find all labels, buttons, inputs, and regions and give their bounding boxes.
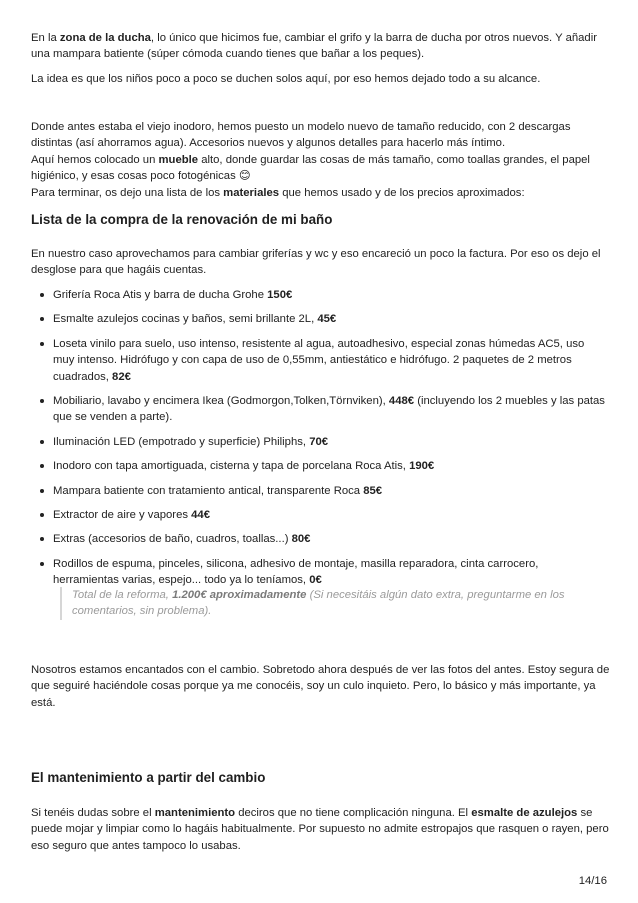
paragraph-conclusion: Nosotros estamos encantados con el cambio. Sobretodo ahora después de ver las fotos del antes. Estoy segura de que seguiré haciéndole cosas porque ya me conocéis, soy un culo inquieto. Pero, lo básico y más importante, ya está.	[31, 664, 610, 709]
text: Donde antes estaba el viejo inodoro, hemos puesto un modelo nuevo de tamaño reducido, con 2 descargas distintas (así ahorramos agua). Accesorios nuevos y algunos detalles para hacerlo más íntimo.	[31, 121, 571, 150]
text: Para terminar, os dejo una lista de los	[31, 186, 224, 199]
paragraph-kids: La idea es que los niños poco a poco se duchen solos aquí, por eso hemos dejado todo a su alcance.	[31, 73, 541, 85]
heading-maintenance: El mantenimiento a partir del cambio	[31, 770, 266, 785]
bold-materiales: materiales	[223, 186, 280, 199]
list-item: Inodoro con tapa amortiguada, cisterna y tapa de porcelana Roca Atis, 190€	[31, 458, 606, 474]
total-amount: 1.200€ aproximadamente	[172, 589, 307, 601]
list-item: Mobiliario, lavabo y encimera Ikea (Godmorgon,Tolken,Törnviken), 448€ (incluyendo los 2 muebles y las patas que se venden a parte).	[31, 393, 606, 426]
list-item: Loseta vinilo para suelo, uso intenso, resistente al agua, autoadhesivo, especial zonas húmedas AC5, uso muy intenso. Hidrófugo y con capa de uso de 0,55mm, antiestático e hidrófugo. 2 paquetes de 2 metros cuadrados, 82€	[31, 336, 606, 385]
text: Aquí hemos colocado un	[31, 153, 159, 166]
price: 448€	[388, 395, 415, 408]
page-number: 14/16	[578, 875, 607, 887]
text: , lo único que hicimos fue, cambiar el grifo y la barra de ducha por otros nuevos. Y añadir una mampara batiente (súper cómoda cuando tienes que bañar a los peques).	[31, 32, 597, 61]
price: 45€	[317, 313, 337, 326]
paragraph-maintenance: Si tenéis dudas sobre el mantenimiento deciros que no tiene complicación ninguna. El esmalte de azulejos se puede mojar y limpiar como lo hagáis habitualmente. Por supuesto no admite estropajos que rasquen o rayen, pero eso seguro que antes tampoco lo usabas.	[31, 807, 609, 852]
price: 150€	[267, 289, 293, 301]
bold-shower-zone: zona de la ducha	[59, 32, 151, 44]
text: alto, donde guardar las cosas de más tamaño, como toallas grandes, el papel higiénico, y esas cosas poco fotogénicas	[31, 153, 590, 183]
total-quote: Total de la reforma, 1.200€ aproximadamente (Si necesitáis algún dato extra, preguntarme en los comentarios, sin problema).	[60, 587, 572, 620]
bold-esmalte: esmalte de azulejos	[471, 807, 578, 819]
list-item: Extractor de aire y vapores 44€	[31, 507, 606, 523]
list-item: Mampara batiente con tratamiento antical, transparente Roca 85€	[31, 483, 606, 499]
paragraph-toilet	[31, 119, 611, 201]
price: 0€	[309, 574, 322, 587]
list-item: Esmalte azulejos cocinas y baños, semi brillante 2L, 45€	[31, 311, 606, 327]
paragraph-shower-zone	[31, 30, 611, 63]
price: 85€	[363, 484, 383, 497]
heading-shopping-list: Lista de la compra de la renovación de mi baño	[31, 212, 333, 227]
list-item: Rodillos de espuma, pinceles, silicona, adhesivo de montaje, masilla reparadora, cinta carrocero, herramientas varias, espejo... todo ya lo teníamos, 0€	[31, 556, 606, 589]
price: 44€	[191, 509, 210, 522]
bold-mantenimiento: mantenimiento	[154, 807, 236, 819]
smile-emoji-icon: 😊	[238, 170, 251, 183]
price: 190€	[409, 460, 435, 473]
bold-mueble: mueble	[158, 153, 199, 166]
text: En la	[31, 32, 60, 44]
price: 80€	[291, 533, 311, 546]
list-item: Extras (accesorios de baño, cuadros, toallas...) 80€	[31, 531, 606, 547]
paragraph-breakdown: En nuestro caso aprovechamos para cambiar griferías y wc y eso encareció un poco la factura. Por eso os dejo el desglose para que hagáis cuentas.	[31, 248, 601, 277]
text: que hemos usado y de los precios aproximados:	[279, 186, 525, 199]
list-item: Grifería Roca Atis y barra de ducha Grohe 150€	[31, 287, 606, 303]
price: 70€	[309, 435, 329, 448]
price: 82€	[112, 370, 131, 383]
list-item: Iluminación LED (empotrado y superficie) Philiphs, 70€	[31, 434, 606, 450]
materials-list	[31, 287, 606, 597]
